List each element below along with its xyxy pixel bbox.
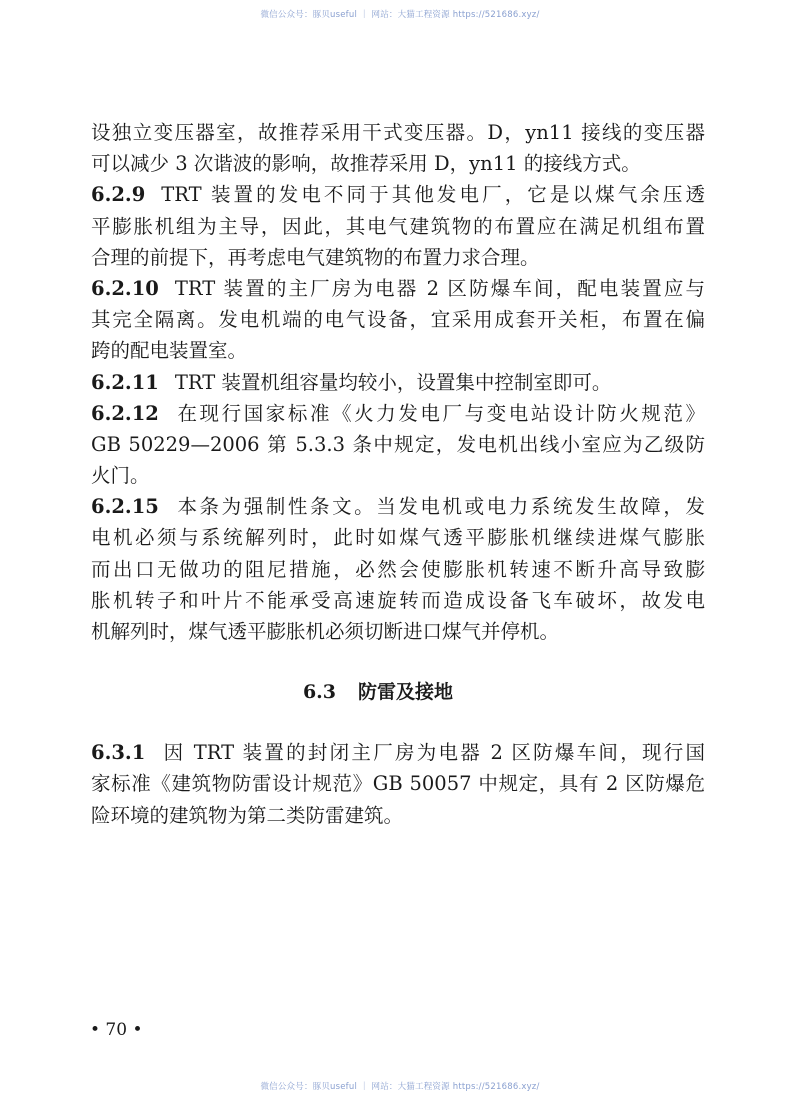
line-text: TRT 装置机组容量均较小，设置集中控制室即可。 [174, 370, 612, 394]
line-text: GB 50229—2006 第 5.3.3 条中规定，发电机出线小室应为乙级防 [91, 432, 705, 456]
section-title: 防雷及接地 [358, 681, 454, 704]
section-number: 6.3 [302, 681, 337, 704]
line-text: 机解列时，煤气透平膨胀机必须切断进口煤气并停机。 [91, 620, 560, 643]
line-text: 家标准《建筑物防雷设计规范》GB 50057 中规定，具有 2 区防爆危 [91, 772, 705, 796]
clause-number: 6.2.9 [91, 183, 146, 207]
text-line [91, 554, 705, 585]
text-line [91, 179, 705, 210]
text-line [91, 304, 705, 335]
line-text: TRT 装置的主厂房为电器 2 区防爆车间，配电装置应与 [174, 276, 705, 300]
section-6-2-text [91, 117, 705, 647]
text-line [91, 211, 705, 242]
line-text: 平膨胀机组为主导，因此，其电气建筑物的布置应在满足机组布置 [91, 214, 705, 238]
line-text: 而出口无做功的阻尼措施，必然会使膨胀机转速不断升高导致膨 [91, 557, 705, 581]
text-line [91, 585, 705, 616]
clause-number: 6.2.15 [91, 495, 159, 519]
section-heading [51, 647, 705, 737]
watermark-top: 微信公众号：豚贝useful ｜ 网站：大猫工程资源 https://521686.xyz/ [260, 10, 540, 20]
text-line [91, 273, 705, 304]
line-text: 跨的配电装置室。 [91, 339, 248, 363]
line-text: 胀机转子和叶片不能承受高速旋转而造成设备飞车破坏，故发电 [91, 588, 705, 612]
line-text: 因 TRT 装置的封闭主厂房为电器 2 区防爆车间，现行国 [161, 741, 705, 765]
line-text: 电机必须与系统解列时，此时如煤气透平膨胀机继续进煤气膨胀 [91, 526, 705, 550]
document-body [91, 117, 705, 831]
text-line [91, 367, 705, 398]
text-line [91, 491, 705, 522]
line-text: 设独立变压器室，故推荐采用干式变压器。D，yn11 接线的变压器 [91, 121, 705, 144]
watermark-bottom: 微信公众号：豚贝useful ｜ 网站：大猫工程资源 https://521686.xyz/ [260, 1082, 540, 1092]
text-line [91, 522, 705, 553]
text-line [91, 335, 705, 366]
text-line [91, 460, 705, 491]
text-line [91, 768, 705, 799]
clause-number: 6.2.12 [91, 401, 159, 425]
text-line [91, 429, 705, 460]
text-line [91, 737, 705, 768]
section-6-3-text [91, 737, 705, 831]
line-text: 在现行国家标准《火力发电厂与变电站设计防火规范》 [174, 401, 705, 425]
text-line [91, 800, 705, 831]
line-text: 本条为强制性条文。当发电机或电力系统发生故障，发 [174, 495, 705, 519]
line-text: 火门。 [91, 464, 150, 488]
page-number: • 70 • [90, 1020, 143, 1040]
text-line [91, 148, 705, 179]
text-line [91, 117, 705, 148]
clause-number: 6.3.1 [91, 741, 146, 765]
line-text: 合理的前提下，再考虑电气建筑物的布置力求合理。 [91, 245, 540, 269]
clause-number: 6.2.11 [91, 370, 159, 394]
line-text: 可以减少 3 次谐波的影响，故推荐采用 D，yn11 的接线方式。 [91, 152, 641, 176]
text-line [91, 398, 705, 429]
clause-number: 6.2.10 [91, 276, 159, 300]
line-text: 险环境的建筑物为第二类防雷建筑。 [91, 803, 404, 827]
text-line [91, 242, 705, 273]
line-text: 其完全隔离。发电机端的电气设备，宜采用成套开关柜，布置在偏 [91, 308, 705, 332]
line-text: TRT 装置的发电不同于其他发电厂，它是以煤气余压透 [161, 183, 705, 207]
text-line [91, 616, 705, 647]
